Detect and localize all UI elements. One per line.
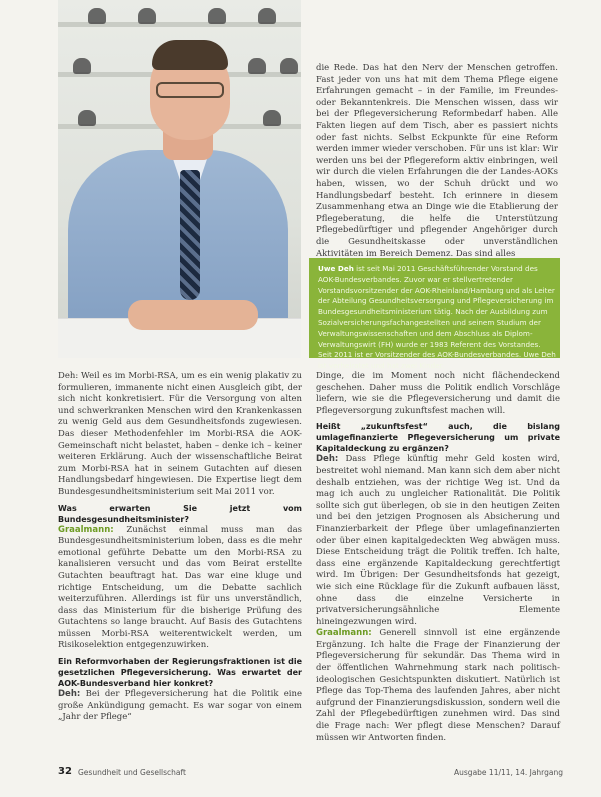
answer — [58, 689, 302, 724]
question: Heißt „zukunftsfest“ auch, die bislang umlagefinanzierte Pflegeversicherung um private Kapitaldeckung zu ergänzen? — [316, 422, 560, 454]
answer-text: Generell sinnvoll ist eine ergänzende Ergänzung. Ich halte die Frage der Finanzierung der Pflegeversicherung für sekundär. Das Thema wird in der öffentlichen Wahrnehmung stark nach politisch-ideologischen Gesichtspunkten diskutiert. Natürlich ist Pflege das Top-Thema des laufenden Jahres, aber nicht aufgrund der Finanzierungsdiskussion, sondern weil die Zahl der Pflegebedürftigen zunehmen wird. Das sind die Frage nach: Wer pflegt diese Menschen? Darauf müssen wir Antworten finden. — [316, 628, 560, 743]
answer-text: Bei der Pflegeversicherung hat die Politik eine große Ankündigung gemacht. Es war sogar von einem „Jahr der Pflege“ — [58, 689, 303, 723]
person-hair — [152, 40, 228, 70]
speaker-label: Graalmann: — [316, 628, 372, 639]
glasses — [156, 82, 224, 98]
paragraph: Dinge, die im Moment noch nicht flächendeckend geschehen. Daher muss die Politik endlich Vorschläge liefern, wie sie die Pflegeversicherung und damit die Pflegeversorgung zukunftsfest machen will. — [316, 371, 560, 416]
magazine-name: Gesundheit und Gesellschaft — [78, 768, 186, 777]
bio-caption — [318, 264, 556, 372]
upper-right-text — [316, 63, 558, 260]
answer — [316, 454, 560, 628]
page-number: 32 — [58, 766, 72, 777]
person-tie — [180, 170, 200, 300]
issue-info: Ausgabe 11/11, 14. Jahrgang — [454, 768, 563, 777]
bio-name: Uwe Deh — [318, 264, 354, 273]
question: Ein Reformvorhaben der Regierungsfraktionen ist die gesetzlichen Pflegeversicherung. Was erwartet der AOK-Bundesverband hier konkret? — [58, 657, 302, 689]
answer — [58, 525, 302, 653]
right-column — [316, 371, 560, 744]
speaker-label: Deh: — [58, 689, 81, 700]
person-hands — [128, 300, 258, 330]
shelf-items — [58, 0, 301, 24]
paragraph: Deh: Weil es im Morbi-RSA, um es ein wenig plakativ zu formulieren, immanente nicht einen Ausgleich gibt, der sich nicht konkretisiert. Für die Versorgung von alten und schwerkranken Menschen wird den Krankenkassen zu wenig Geld aus dem Gesundheitsfonds zugewiesen. Das dieser Methodenfehler im Morbi-RSA die AOK-Gemeinschaft nicht belastet, haben – denke ich – keiner weiteren Erklärung. Auch der wissenschaftliche Beirat zum Morbi-RSA hat in seinem Gutachten auf diesen Handlungsbedarf hingewiesen. Die Expertise liegt dem Bundesgesundheitsministerium seit Mai 2011 vor. — [58, 371, 302, 497]
answer-text: Zunächst einmal muss man das Bundesgesundheitsministerium loben, dass es die mehr emotional geführte Debatte um den Morbi-RSA zu kanalisieren versucht und das vom Beirat erstellte Gutachten beauftragt hat. Das war eine kluge und richtige Entscheidung, um die Debatte sachlich weiterzuführen. Allerdings ist für uns unverständlich, dass das Ministerium für die bisherige Prüfung des Gutachtens so lange braucht. Auf Basis des Gutachtens müssen Morbi-RSA weiterentwickelt werden, um Risikoselektion entgegenzuwirken. — [58, 524, 303, 651]
page-footer — [58, 766, 563, 782]
paragraph: die Rede. Das hat den Nerv der Menschen getroffen. Fast jeder von uns hat mit dem Thema Pflege eigene Erfahrungen gemacht – in der Familie, im Freundes- oder Bekanntenkreis. Die Menschen wissen, dass wir bei der Pflegeversicherung Reformbedarf haben. Alle Fakten liegen auf dem Tisch, aber es passiert nichts oder fast nichts. Selbst Eckpunkte für eine Reform werden immer wieder verschoben. Für uns ist klar: Wir werden uns bei der Pflegereform aktiv einbringen, weil wir durch die vielen Erfahrungen die der Landes-AOKs haben, wissen, wo der Schuh drückt und wo Handlungsbedarf besteht. Ich erinnere in diesem Zusammenhang etwa an Dinge wie die Etablierung der Pflegeberatung, die helfe die Unterstützung Pflegebedürftiger und pflegender Angehöriger durch die Gesundheitskasse oder unverständlichen Aktivitäten im Bereich Demenz. Das sind alles — [316, 63, 558, 259]
answer — [316, 628, 560, 744]
bio-text: ist seit Mai 2011 Geschäftsführender Vorstand des AOK-Bundesverbandes. Zuvor war er stellvertretender Vorstandsvorsitzender der AOK-Rheinland/Hamburg und als Leiter der Abteilung Gesundheitsversorgung und Pflegeversicherung im Bundesgesundheitsministerium tätig. Nach der Ausbildung zum Sozialversicherungsfachangestellten und seinem Studium der Verwaltungswissenschaften und dem Abschluss als Diplom-Verwaltungswirt (FH) wurde er 1983 Referent des Vorstandes. Seit 2011 ist er Vorsitzender des AOK-Bundesverbandes. Uwe Deh ist verheiratet und hat zwei Kinder. — [318, 264, 556, 371]
answer-text: Dass Pflege künftig mehr Geld kosten wird, bestreitet wohl niemand. Man kann sich dem aber nicht deshalb entziehen, was der richtige Weg ist. Und da mag ich auch zu ungleicher Rationalität. Die Politik sollte sich gut überlegen, ob sie in den heutigen Zeiten und bei den jetzigen Prognosen als Absicherung und Finanzierbarkeit der Pflege über umlagefinanzierten oder über einen kapitalgedeckten Weg abwägen muss. Diese Entscheidung trägt die Politik treffen. Ich halte, dass eine ergänzende Kapitaldeckung gerechtfertigt wird. Im Übrigen: Der Gesundheitsfonds hat gezeigt, wie sich eine Rücklage für die Zukunft aufbauen lässt, ohne dass die einzelne Versicherte in privatversicherungsähnliche Elemente hineingezwungen wird. — [316, 454, 561, 627]
speaker-label: Deh: — [316, 454, 339, 465]
left-column — [58, 371, 302, 724]
speaker-label: Graalmann: — [58, 524, 114, 535]
portrait-photo — [58, 0, 301, 358]
question: Was erwarten Sie jetzt vom Bundesgesundheitsminister? — [58, 503, 302, 524]
